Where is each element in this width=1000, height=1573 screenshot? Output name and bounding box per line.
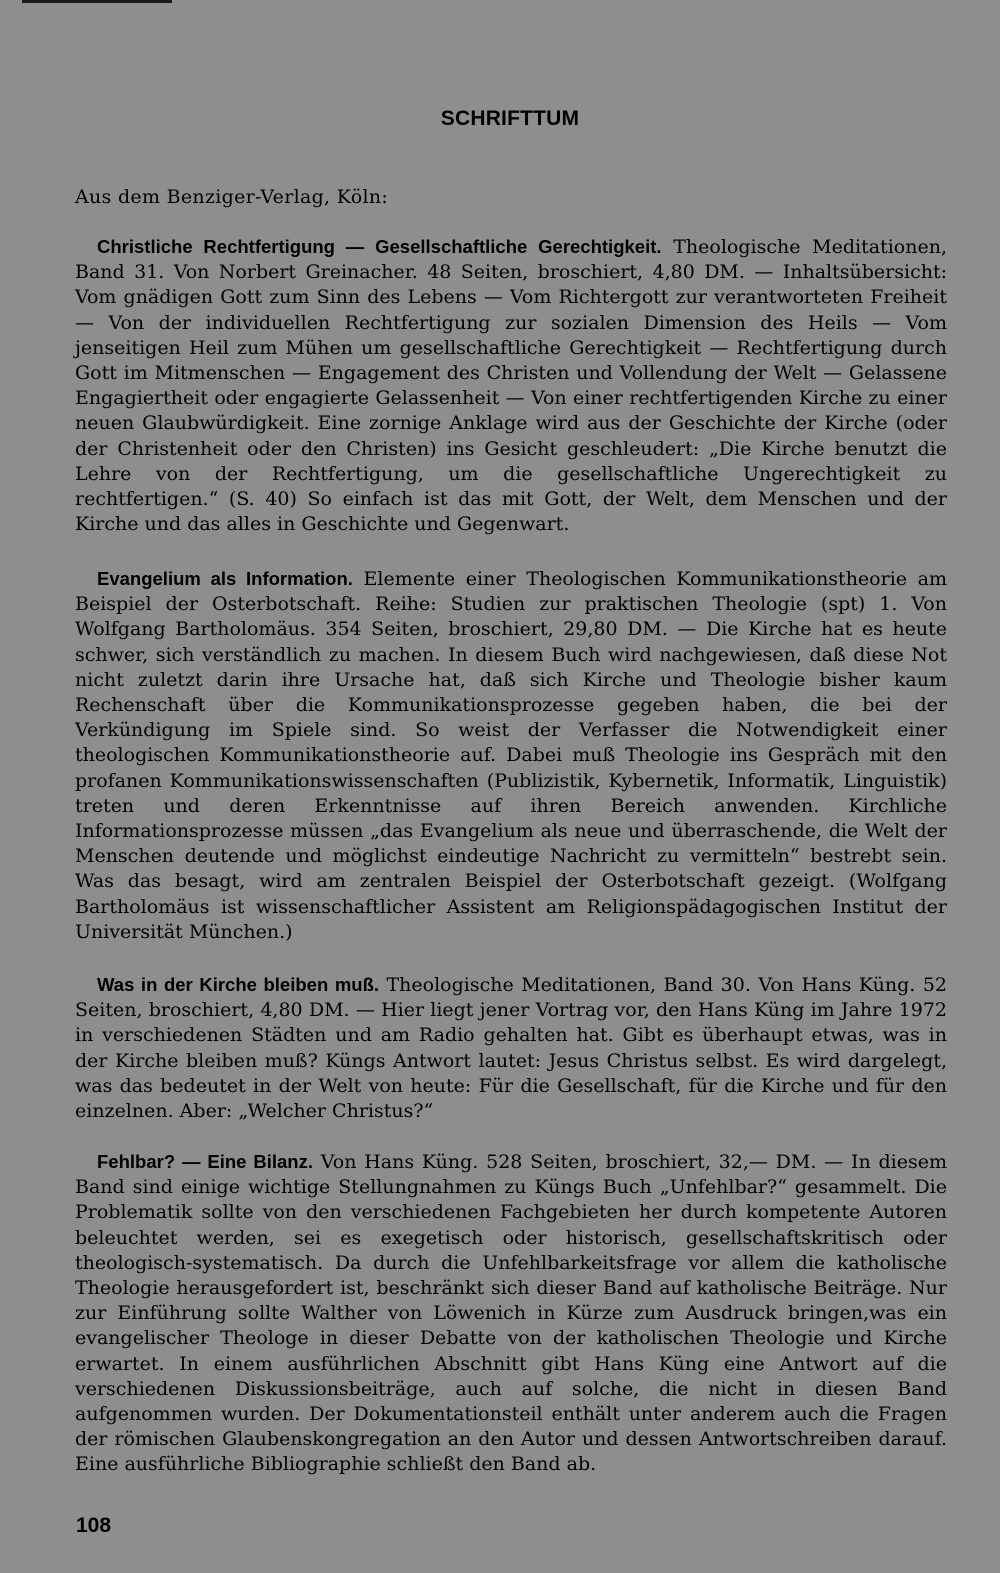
book-title: Christliche Rechtfertigung — Gesellschaftliche Gerechtigkeit. (97, 236, 662, 257)
book-title: Was in der Kirche bleiben muß. (97, 974, 380, 995)
entry-body: Theologische Meditationen, Band 30. Von Hans Küng. 52 Seiten, broschiert, 4,80 DM. — Hier liegt jener Vortrag vor, den Hans Küng im Jahre 1972 in verschiedenen Städten und am Radio gehalten hat. Gibt es überhaupt etwas, was in der Kirche bleiben muß? Küngs Antwort lautet: Jesus Christus selbst. Es wird dargelegt, was das bedeutet in der Welt von heute: Für die Gesellschaft, für die Kirche und für den einzelnen. Aber: „Welcher Christus?“ (75, 974, 947, 1123)
review-entry (75, 972, 947, 1124)
top-rule (22, 0, 172, 3)
review-entry (75, 566, 947, 945)
section-heading: SCHRIFTTUM (440, 107, 580, 130)
review-entry (75, 1149, 947, 1478)
entry-body: Theologische Meditationen, Band 31. Von Norbert Greinacher. 48 Seiten, broschiert, 4,80 DM. — Inhaltsübersicht: Vom gnädigen Gott zum Sinn des Lebens — Vom Richtergott zur verantworteten Freiheit — Von der individuellen Rechtfertigung zur sozialen Dimension des Heils — Vom jenseitigen Heil zum Mühen um gesellschaftliche Gerechtigkeit — Rechtfertigung durch Gott im Mitmenschen — Engagement des Christen und Vollendung der Welt — Gelassene Engagiertheit oder engagierte Gelassenheit — Von einer rechtfertigenden Kirche zu einer neuen Glaubwürdigkeit. Eine zornige Anklage wird aus der Geschichte der Kirche (oder der Christenheit oder den Christen) ins Gesicht geschleudert: „Die Kirche benutzt die Lehre von der Rechtfertigung, um die gesellschaftliche Ungerechtigkeit zu rechtfertigen.“ (S. 40) So einfach ist das mit Gott, der Welt, dem Menschen und der Kirche und das alles in Geschichte und Gegenwart. (75, 236, 947, 536)
entry-body: Von Hans Küng. 528 Seiten, broschiert, 32,— DM. — In diesem Band sind einige wichtige Stellungnahmen zu Küngs Buch „Unfehlbar?“ gesammelt. Die Problematik sollte von den verschiedenen Fachgebieten her durch kompetente Autoren beleuchtet werden, sei es exegetisch oder historisch, gesellschaftskritisch oder theologisch-systematisch. Da durch die Unfehlbarkeitsfrage vor allem die katholische Theologie herausgefordert ist, beschränkt sich dieser Band auf katholische Beiträge. Nur zur Einführung sollte Walther von Löwenich in Kürze zum Ausdruck bringen,was ein evangelischer Theologe in dieser Debatte von der katholischen Theologie und Kirche erwartet. In einem ausführlichen Abschnitt gibt Hans Küng eine Antwort auf die verschiedenen Diskussionsbeiträge, auch auf solche, die nicht in diesen Band aufgenommen wurden. Der Dokumentationsteil enthält unter anderem auch die Fragen der römischen Glaubenskongregation an den Autor und dessen Antwortschreiben darauf. Eine ausführliche Bibliographie schließt den Band ab. (75, 1151, 947, 1476)
publisher-line: Aus dem Benziger-Verlag, Köln: (75, 186, 389, 208)
page-number: 108 (76, 1514, 112, 1537)
review-entry (75, 234, 947, 537)
entry-body: Elemente einer Theologischen Kommunikationstheorie am Beispiel der Osterbotschaft. Reihe: Studien zur praktischen Theologie (spt) 1. Von Wolfgang Bartholomäus. 354 Seiten, broschiert, 29,80 DM. — Die Kirche hat es heute schwer, sich verständlich zu machen. In diesem Buch wird nachgewiesen, daß diese Not nicht zuletzt darin ihre Ursache hat, daß sich Kirche und Theologie bisher kaum Rechenschaft über die Kommunikationsprozesse gegeben haben, die bei der Verkündigung im Spiele sind. So weist der Verfasser die Notwendigkeit einer theologischen Kommunikationstheorie auf. Dabei muß Theologie ins Gespräch mit den profanen Kommunikationswissenschaften (Publizistik, Kybernetik, Informatik, Linguistik) treten und deren Erkenntnisse auf ihren Bereich anwenden. Kirchliche Informationsprozesse müssen „das Evangelium als neue und überraschende, die Welt der Menschen deutende und möglichst eindeutige Nachricht zu vermitteln“ bestrebt sein. Was das besagt, wird am zentralen Beispiel der Osterbotschaft gezeigt. (Wolfgang Bartholomäus ist wissenschaftlicher Assistent am Religionspädagogischen Institut der Universität München.) (75, 568, 947, 943)
book-title: Fehlbar? — Eine Bilanz. (97, 1151, 313, 1172)
book-title: Evangelium als Information. (97, 568, 353, 589)
